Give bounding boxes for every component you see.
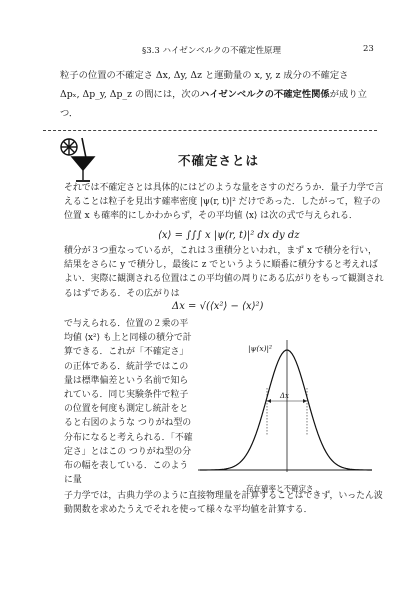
paragraph-4: 子力学では，古典力学のように直接物理量を計算することはできず，いったん波動関数を求めたうえでそれを使って様々な平均値を計算する． xyxy=(64,491,383,516)
drink-glass-icon xyxy=(58,136,98,184)
gaussian-distribution-figure xyxy=(196,326,374,482)
intro-line-2-end: が成り立つ． xyxy=(60,89,367,119)
paragraph-2: 積分が３つ重なっているが，これは３重積分といわれ，まず x で積分を行い，結果をさらに y で積分し，最後に z でというように順番に積分すると考えればよい．実際に観測される位置はこの平均値の周りにある広がりをもって観測されるはずである．その広がりは xyxy=(64,246,384,299)
width-arrowhead-left xyxy=(267,399,271,403)
paragraph-1: それでは不確定さとは具体的にはどのような量をさすのだろうか．量子力学で言えることは粒子を見出す確率密度 |ψ(r, t)|² だけであった．したがって，粒子の位置 x も確率的にしかわからず，その平均値 ⟨x⟩ は次の式で与えられる． xyxy=(64,183,384,222)
page-number: 23 xyxy=(363,44,374,54)
intro-line-2-start: Δpₓ, Δp_y, Δp_z の間には，次の xyxy=(60,89,201,100)
subsection-title: 不確定さとは xyxy=(178,153,260,168)
dashed-divider xyxy=(43,130,377,131)
bell-curve xyxy=(200,350,372,470)
mean-position-equation: ⟨x⟩ = ∫∫∫ x |ψ(r, t)|² dx dy dz xyxy=(158,230,300,241)
intro-line-1: 粒子の位置の不確定さ Δx, Δy, Δz と運動量の x, y, z 成分の不確定さ xyxy=(60,70,349,81)
uncertainty-definition-equation: Δx = √(⟨x²⟩ − ⟨x⟩²) xyxy=(172,301,264,312)
curve-label: |ψ(x)|² xyxy=(248,344,273,353)
intro-paragraph xyxy=(60,66,380,123)
paragraph-3: で与えられる．位置の２乗の平均値 ⟨x²⟩ も上と同様の積分で計算できる．これが「不確定さ」の正体である．統計学ではこの量は標準偏差という名前で知られている．同じ実験条件で粒子の位置を何度も測定し統計をとると右図のような つりがね型の分布になると考えられる．「不確定さ」とはこの つりがね型の分布の幅を表している．このように量 xyxy=(64,319,193,486)
section-title: §3.3 ハイゼンベルクの不確定性原理 xyxy=(142,46,282,56)
figure-caption: 存在確率と不確定さ xyxy=(246,484,314,493)
heisenberg-relation-term: ハイゼンベルクの不確定性関係 xyxy=(200,89,330,100)
width-arrowhead-right xyxy=(303,399,307,403)
width-label: Δx xyxy=(280,392,290,400)
